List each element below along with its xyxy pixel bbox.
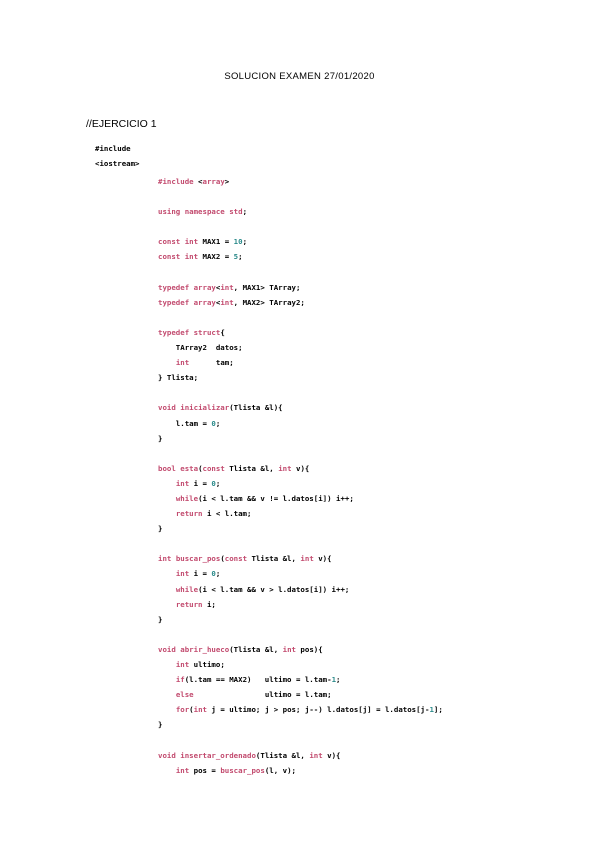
code-line xyxy=(158,446,443,461)
code-line: int buscar_pos(const Tlista &l, int v){ xyxy=(158,554,332,564)
code-line: int i = 0; xyxy=(175,478,221,488)
code-line: for(int j = ultimo; j > pos; j--) l.datos[j] = l.datos[j-1]; xyxy=(175,705,443,715)
code-line: } xyxy=(158,524,163,534)
code-line: typedef struct{ xyxy=(158,327,225,337)
code-line xyxy=(158,265,443,280)
code-line: return i < l.tam; xyxy=(175,509,252,519)
code-line: typedef array<int, MAX2> TArray2; xyxy=(158,297,305,307)
code-line: while(i < l.tam && v > l.datos[i]) i++; xyxy=(175,584,350,594)
code-line: void abrir_hueco(Tlista &l, int pos){ xyxy=(158,644,323,654)
document-title: SOLUCION EXAMEN 27/01/2020 xyxy=(224,71,375,82)
code-line: const int MAX2 = 5; xyxy=(158,252,243,262)
section-heading: //EJERCICIO 1 xyxy=(86,118,157,130)
code-line: const int MAX1 = 10; xyxy=(158,237,248,247)
code-line: int tam; xyxy=(175,358,234,368)
code-line: TArray2 datos; xyxy=(158,343,243,353)
code-line: bool esta(const Tlista &l, int v){ xyxy=(158,463,310,473)
code-line: int pos = buscar_pos(l, v); xyxy=(175,765,296,775)
code-line: while(i < l.tam && v != l.datos[i]) i++; xyxy=(175,493,354,503)
code-line xyxy=(158,219,443,234)
code-line: l.tam = 0; xyxy=(158,418,221,428)
code-line: } xyxy=(158,720,163,730)
code-line: int i = 0; xyxy=(175,569,221,579)
include-header: <iostream> xyxy=(95,159,140,168)
code-line: using namespace std; xyxy=(158,207,248,217)
code-line xyxy=(158,189,443,204)
code-line xyxy=(158,627,443,642)
code-line xyxy=(158,310,443,325)
code-line xyxy=(158,536,443,551)
code-line: if(l.tam == MAX2) ultimo = l.tam-1; xyxy=(175,675,341,685)
code-line: else ultimo = l.tam; xyxy=(175,690,332,700)
code-line xyxy=(158,732,443,747)
code-line: typedef array<int, MAX1> TArray; xyxy=(158,282,301,292)
code-line: void insertar_ordenado(Tlista &l, int v){ xyxy=(158,750,341,760)
code-line: } xyxy=(158,433,163,443)
include-directive: #include xyxy=(95,144,131,153)
code-line: int ultimo; xyxy=(175,660,225,669)
code-line: #include <array> xyxy=(158,177,230,186)
code-line xyxy=(158,385,443,400)
code-line: return i; xyxy=(175,599,216,609)
code-line: } xyxy=(158,614,163,624)
code-line: void inicializar(Tlista &l){ xyxy=(158,403,283,413)
code-line: } Tlista; xyxy=(158,373,199,383)
code-block xyxy=(158,174,443,778)
